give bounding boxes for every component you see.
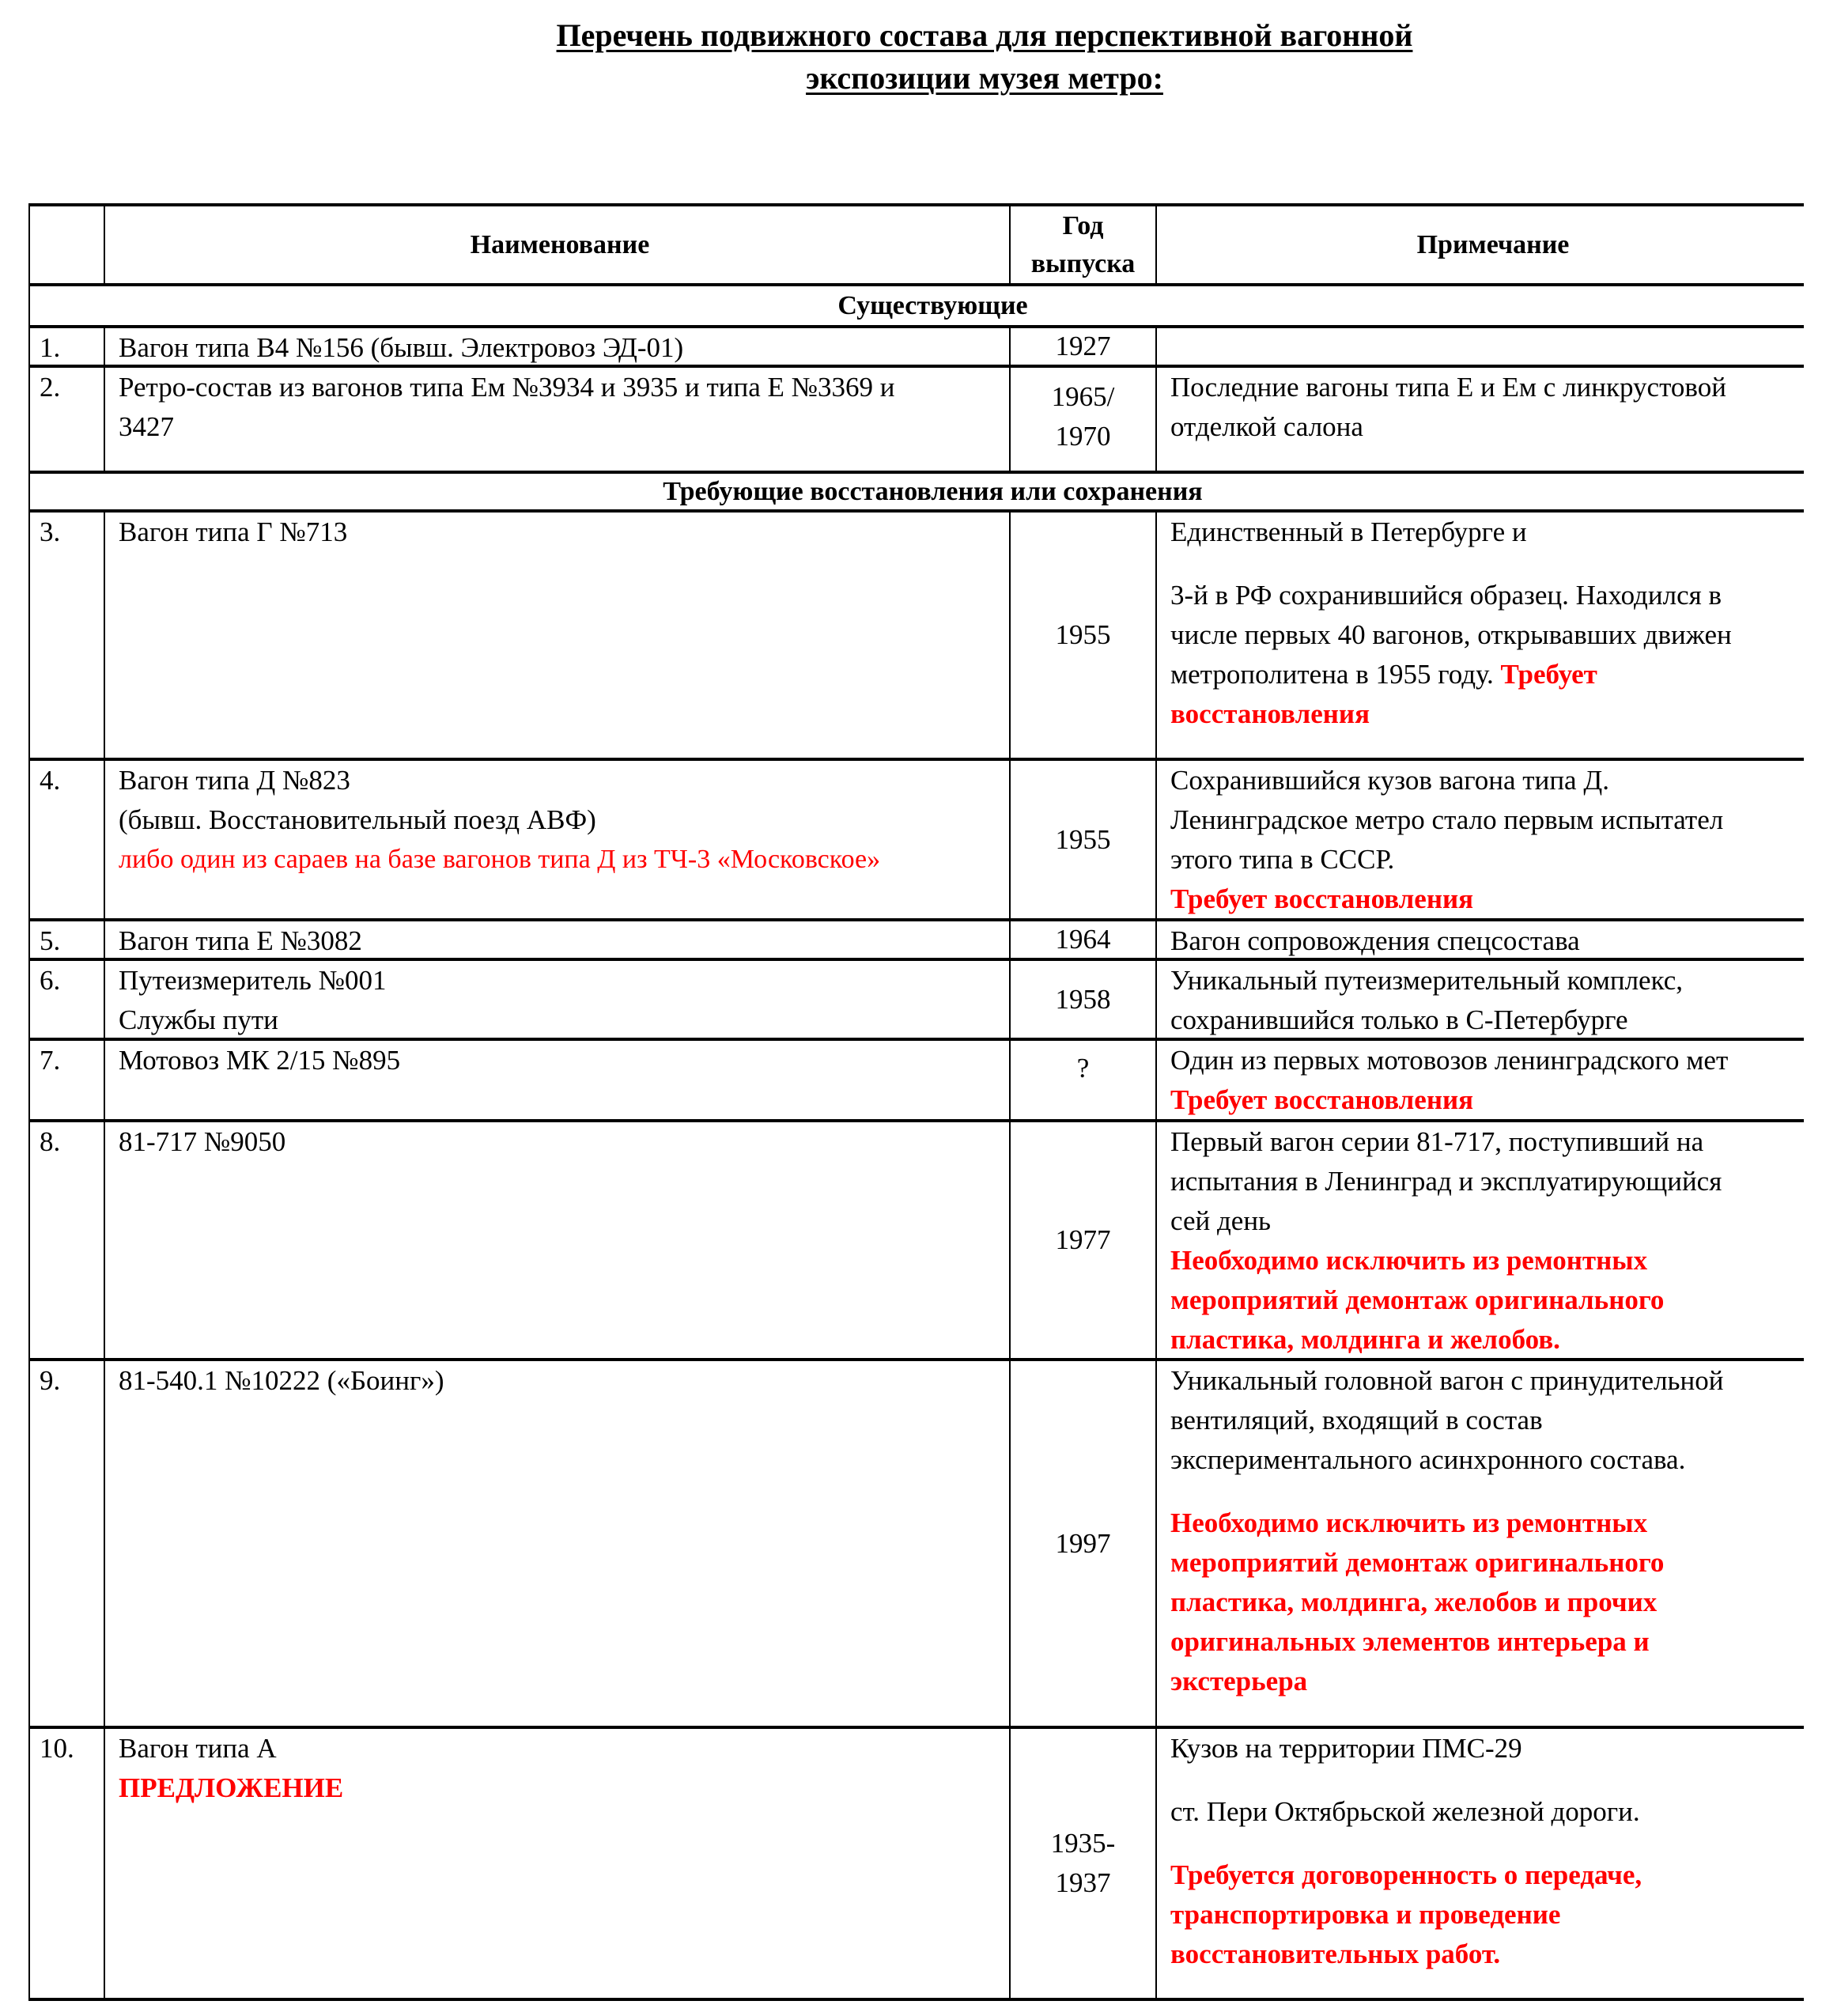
row-name — [104, 921, 1009, 958]
name-line: Вагон типа Д №823 — [119, 765, 350, 796]
table-row — [28, 1119, 1804, 1358]
note-line: числе первых 40 вагонов, открывавших движен — [1170, 619, 1732, 650]
section-row-restoration — [28, 471, 1804, 509]
note-warning: мероприятий демонтаж оригинального — [1170, 1284, 1665, 1315]
row-note — [1157, 1361, 1804, 1726]
row-year — [1009, 1122, 1157, 1358]
row-number: 9. — [28, 1361, 104, 1726]
table-row — [28, 918, 1804, 958]
row-year — [1009, 1041, 1157, 1119]
rolling-stock-table — [28, 203, 1804, 2001]
section-row-existing — [28, 283, 1804, 325]
note-line: Первый вагон серии 81-717, поступивший на — [1170, 1126, 1704, 1157]
name-line: Вагон типа В4 №156 (бывш. Электровоз ЭД-01) — [119, 332, 684, 363]
note-line: Кузов на территории ПМС-29 — [1170, 1733, 1522, 1764]
note-warning: оригинальных элементов интерьера и — [1170, 1626, 1650, 1657]
row-year — [1009, 1361, 1157, 1726]
row-number: 8. — [28, 1122, 104, 1358]
year-value: ? — [1076, 1053, 1090, 1084]
row-note — [1157, 1041, 1804, 1119]
note-line: сохранившийся только в С-Петербурге — [1170, 1004, 1628, 1035]
year-value: 1970 — [1055, 421, 1111, 452]
note-line: Один из первых мотовозов ленинградского мет — [1170, 1045, 1729, 1076]
header-year-line1: Год — [1062, 210, 1104, 240]
note-line: отделкой салона — [1170, 411, 1363, 442]
note-line: этого типа в СССР. — [1170, 844, 1395, 875]
note-line: 3-й в РФ сохранившийся образец. Находился в — [1170, 580, 1722, 611]
section-label: Существующие — [28, 286, 1804, 325]
row-name — [104, 1122, 1009, 1358]
section-label: Требующие восстановления или сохранения — [28, 474, 1804, 509]
note-line: Вагон сопровождения спецсостава — [1170, 925, 1580, 956]
name-alternative: либо один из сараев на базе вагонов типа Д из ТЧ-3 «Московское» — [119, 845, 881, 874]
row-year — [1009, 921, 1157, 958]
table-row — [28, 1038, 1804, 1119]
note-warning: Требует восстановления — [1170, 1084, 1474, 1115]
row-number: 6. — [28, 961, 104, 1038]
note-warning: Требуется договоренность о передаче, — [1170, 1859, 1642, 1890]
row-name — [104, 513, 1009, 758]
year-value: 1965/ — [1051, 381, 1115, 412]
document-title — [0, 14, 1822, 100]
header-note: Примечание — [1416, 229, 1570, 259]
row-number: 7. — [28, 1041, 104, 1119]
year-value: 1937 — [1055, 1867, 1111, 1898]
table-row — [28, 509, 1804, 758]
table-row — [28, 958, 1804, 1038]
table-header-row — [28, 203, 1804, 283]
row-name — [104, 761, 1009, 918]
note-line: испытания в Ленинград и эксплуатирующийся — [1170, 1166, 1722, 1197]
note-line: Ленинградское метро стало первым испытател — [1170, 804, 1724, 835]
year-value: 1935- — [1050, 1828, 1116, 1859]
row-number: 10. — [28, 1729, 104, 1998]
row-number: 4. — [28, 761, 104, 918]
name-line: Ретро-состав из вагонов типа Ем №3934 и 3935 и типа Е №3369 и — [119, 372, 895, 403]
note-line: вентиляций, входящий в состав — [1170, 1405, 1543, 1435]
table-row — [28, 1358, 1804, 1726]
year-value: 1997 — [1055, 1527, 1111, 1559]
row-name — [104, 1361, 1009, 1726]
note-warning: экстерьера — [1170, 1666, 1308, 1696]
name-line: Мотовоз МК 2/15 №895 — [119, 1045, 401, 1076]
name-line: (бывш. Восстановительный поезд АВФ) — [119, 804, 596, 835]
name-line: Вагон типа Е №3082 — [119, 925, 362, 956]
table-row — [28, 1726, 1804, 2001]
row-note — [1157, 368, 1804, 471]
row-note — [1157, 1122, 1804, 1358]
row-year — [1009, 761, 1157, 918]
header-number — [28, 206, 104, 283]
name-line: 81-717 №9050 — [119, 1126, 286, 1157]
header-name: Наименование — [104, 206, 1009, 283]
year-value: 1964 — [1055, 924, 1111, 955]
name-line: 81-540.1 №10222 («Боинг») — [119, 1365, 444, 1396]
note-line: метрополитена в 1955 году. — [1170, 659, 1494, 690]
note-warning: транспортировка и проведение — [1170, 1899, 1561, 1930]
note-warning: пластика, молдинга, желобов и прочих — [1170, 1587, 1658, 1617]
note-line: ст. Пери Октябрьской железной дороги. — [1170, 1796, 1640, 1827]
year-value: 1977 — [1055, 1224, 1111, 1255]
name-line: Путеизмеритель №001 — [119, 965, 387, 996]
row-note — [1157, 761, 1804, 918]
note-warning: Необходимо исключить из ремонтных — [1170, 1507, 1648, 1538]
row-year — [1009, 368, 1157, 471]
note-warning: восстановления — [1170, 698, 1370, 729]
note-line: Последние вагоны типа Е и Ем с линкрустовой — [1170, 372, 1726, 403]
note-line: Уникальный путеизмерительный комплекс, — [1170, 965, 1684, 996]
note-warning: Требует восстановления — [1170, 883, 1474, 914]
row-note — [1157, 961, 1804, 1038]
row-name — [104, 1041, 1009, 1119]
row-name — [104, 328, 1009, 365]
row-note — [1157, 1729, 1804, 1998]
title-line-2: экспозиции музея метро: — [806, 60, 1163, 96]
row-number: 1. — [28, 328, 104, 365]
proposal-badge: ПРЕДЛОЖЕНИЕ — [119, 1772, 344, 1803]
year-value: 1958 — [1055, 983, 1111, 1015]
note-line: Уникальный головной вагон с принудительной — [1170, 1365, 1724, 1396]
table-row — [28, 325, 1804, 365]
row-note — [1157, 513, 1804, 758]
row-note — [1157, 328, 1804, 365]
table-row — [28, 365, 1804, 471]
row-year — [1009, 328, 1157, 365]
note-warning: Необходимо исключить из ремонтных — [1170, 1245, 1648, 1276]
note-line: сей день — [1170, 1205, 1272, 1236]
header-year — [1009, 206, 1157, 283]
name-line: 3427 — [119, 411, 174, 442]
year-value: 1955 — [1055, 619, 1111, 650]
row-year — [1009, 961, 1157, 1038]
year-value: 1955 — [1055, 823, 1111, 855]
row-note — [1157, 921, 1804, 958]
name-line: Вагон типа А — [119, 1733, 277, 1764]
table-row — [28, 758, 1804, 918]
row-name — [104, 368, 1009, 471]
title-line-1: Перечень подвижного состава для перспективной вагонной — [556, 17, 1413, 53]
note-warning: мероприятий демонтаж оригинального — [1170, 1547, 1665, 1578]
name-line: Службы пути — [119, 1004, 278, 1035]
note-line: Сохранившийся кузов вагона типа Д. — [1170, 765, 1609, 796]
row-number: 3. — [28, 513, 104, 758]
row-number: 2. — [28, 368, 104, 471]
note-line: Единственный в Петербурге и — [1170, 516, 1527, 547]
row-number: 5. — [28, 921, 104, 958]
header-year-line2: выпуска — [1030, 248, 1136, 278]
row-name — [104, 1729, 1009, 1998]
note-warning: восстановительных работ. — [1170, 1938, 1501, 1969]
name-line: Вагон типа Г №713 — [119, 516, 348, 547]
row-year — [1009, 513, 1157, 758]
note-warning: Требует — [1500, 659, 1597, 690]
note-line: экспериментального асинхронного состава. — [1170, 1444, 1686, 1475]
row-year — [1009, 1729, 1157, 1998]
row-name — [104, 961, 1009, 1038]
year-value: 1927 — [1055, 331, 1111, 361]
note-warning: пластика, молдинга и желобов. — [1170, 1324, 1560, 1355]
